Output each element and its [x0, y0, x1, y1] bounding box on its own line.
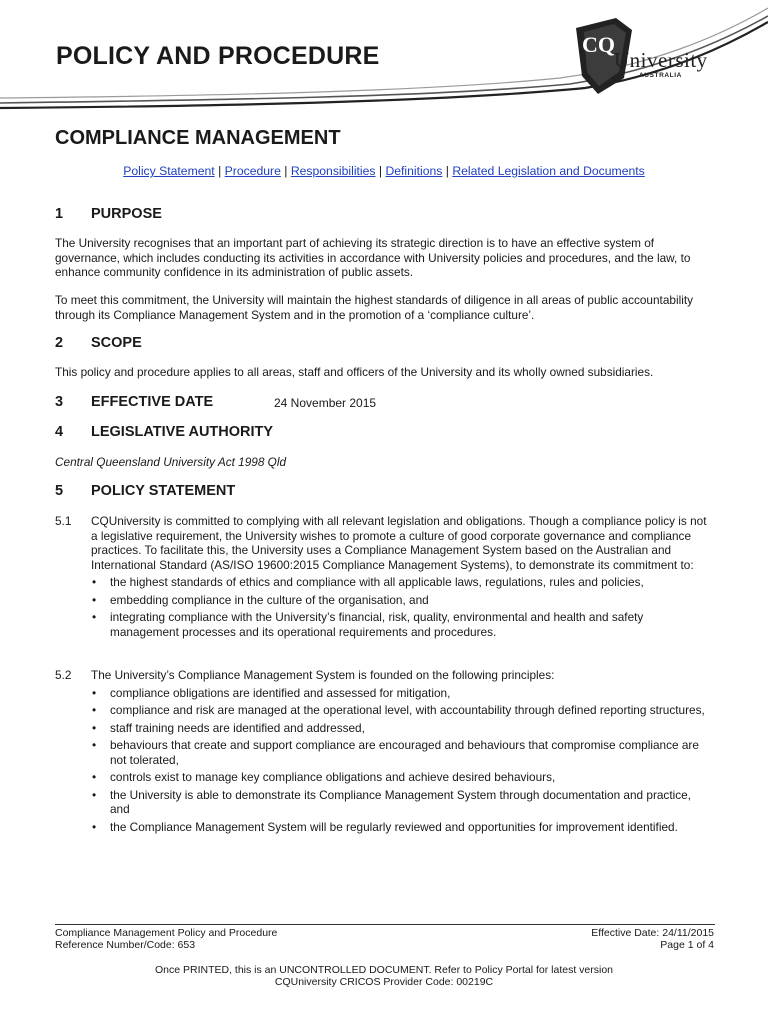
list-item: • the University is able to demonstrate its Compliance Management System through documentation and practice, and — [91, 788, 711, 817]
list-item: • behaviours that create and support compliance are encouraged and behaviours that compromise compliance are not tolerated, — [91, 738, 711, 767]
list-item: • the highest standards of ethics and compliance with all applicable laws, regulations, rules and policies, — [91, 575, 711, 590]
list-item: • compliance and risk are managed at the operational level, with accountability through defined reporting structures, — [91, 703, 711, 718]
nav-link-responsibilities[interactable]: Responsibilities — [290, 164, 376, 178]
clause-text: CQUniversity is committed to complying with all relevant legislation and obligations. Though a compliance policy is not a legislative requirement, the University wishes to promote a culture of good corporate governance and compliance practices. To facilitate this, the University uses a Compliance Management System based on the Australian and International Standard (AS/ISO 19600:2015 Compliance Management Systems), to demonstrate its commitment to: — [91, 514, 707, 572]
cricos-code: CQUniversity CRICOS Provider Code: 00219C — [274, 976, 494, 988]
nav-link-related-legislation[interactable]: Related Legislation and Documents — [452, 164, 645, 178]
section-nav — [0, 164, 768, 178]
page-title: COMPLIANCE MANAGEMENT — [55, 127, 341, 149]
list-item: • staff training needs are identified and addressed, — [91, 721, 711, 736]
legislative-authority-value: Central Queensland University Act 1998 Qld — [55, 455, 287, 469]
uncontrolled-document-notice: Once PRINTED, this is an UNCONTROLLED DOCUMENT. Refer to Policy Portal for latest version — [154, 964, 614, 976]
clause-number: 5.2 — [55, 668, 72, 682]
section-heading-policy-statement: 5 POLICY STATEMENT — [55, 483, 236, 499]
purpose-paragraph-1: The University recognises that an important part of achieving its strategic direction is to have an effective system of governance, which includes conducting its activities in accordance with University policies and procedures, and the law, to enhance community confidence in its administration of public assets. — [55, 236, 691, 279]
footer-divider — [55, 924, 715, 925]
list-item: • embedding compliance in the culture of the organisation, and — [91, 593, 711, 608]
nav-link-definitions[interactable]: Definitions — [385, 164, 443, 178]
logo-cq: CQ — [582, 32, 615, 57]
logo-australia: AUSTRALIA — [639, 72, 682, 79]
clause-5-2-bullets — [91, 686, 711, 835]
purpose-paragraph-2: To meet this commitment, the University will maintain the highest standards of diligence in all areas of public accountability through its Compliance Management System and in the promotion of a ‘compliance culture’. — [55, 293, 693, 322]
list-item: • integrating compliance with the University’s financial, risk, quality, environmental and health and safety management processes and its operational requirements and procedures. — [91, 610, 711, 639]
scope-paragraph: This policy and procedure applies to all areas, staff and officers of the University and its wholly owned subsidiaries. — [55, 365, 654, 379]
nav-separator: | — [445, 164, 449, 178]
footer-effective-date: Effective Date: 24/11/2015 — [591, 927, 714, 939]
footer-reference-code: Reference Number/Code: 653 — [55, 939, 196, 951]
clause-5-2 — [91, 668, 711, 834]
section-heading-scope: 2 SCOPE — [55, 335, 142, 351]
document-type-heading: POLICY AND PROCEDURE — [56, 42, 380, 70]
footer-right — [591, 927, 714, 951]
nav-link-procedure[interactable]: Procedure — [224, 164, 281, 178]
list-item: • compliance obligations are identified and assessed for mitigation, — [91, 686, 711, 701]
section-heading-purpose: 1 PURPOSE — [55, 206, 162, 222]
nav-separator: | — [378, 164, 383, 178]
footer-document-name: Compliance Management Policy and Procedure — [55, 927, 278, 939]
footer-left — [55, 927, 277, 951]
section-heading-effective-date: 3 EFFECTIVE DATE — [55, 394, 214, 410]
clause-number: 5.1 — [55, 514, 72, 528]
list-item: • controls exist to manage key compliance obligations and achieve desired behaviours, — [91, 770, 711, 785]
logo-university: University — [614, 48, 708, 72]
footer-notice — [0, 964, 768, 988]
clause-text: The University’s Compliance Management System is founded on the following principles: — [91, 668, 555, 682]
cquniversity-logo — [572, 16, 722, 96]
nav-separator: | — [218, 164, 222, 178]
clause-5-1 — [91, 514, 711, 639]
nav-link-policy-statement[interactable]: Policy Statement — [123, 164, 215, 178]
clause-5-1-bullets — [91, 575, 711, 639]
section-heading-legislative-authority: 4 LEGISLATIVE AUTHORITY — [55, 424, 274, 440]
footer-page-number: Page 1 of 4 — [660, 939, 714, 951]
nav-separator: | — [284, 164, 288, 178]
list-item: • the Compliance Management System will be regularly reviewed and opportunities for improvement identified. — [91, 820, 711, 835]
effective-date-value: 24 November 2015 — [274, 396, 377, 410]
